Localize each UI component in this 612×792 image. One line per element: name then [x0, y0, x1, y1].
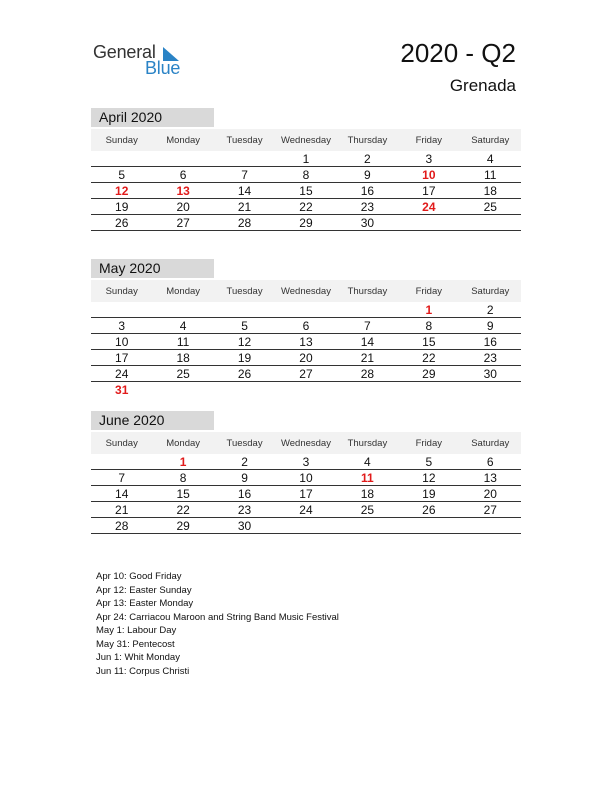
day-cell: 9: [364, 167, 371, 182]
day-cell: 21: [237, 199, 252, 214]
weekday-label: Monday: [166, 134, 201, 146]
day-cell: 11: [176, 334, 190, 349]
logo-text-general: General: [93, 42, 156, 62]
weekday-label: Thursday: [347, 437, 388, 449]
week-row: [91, 183, 521, 199]
weekday-label: Tuesday: [226, 134, 263, 146]
month-block: [91, 108, 521, 231]
week-row: [91, 454, 521, 470]
day-cell: 29: [176, 518, 190, 533]
holiday-entry: May 1: Labour Day: [96, 625, 177, 636]
day-cell: 23: [237, 502, 252, 517]
day-cell: 1: [425, 302, 433, 317]
day-cell: 28: [115, 518, 129, 533]
day-cell: 20: [483, 486, 497, 501]
day-cell: 25: [176, 366, 190, 381]
day-cell: 15: [299, 183, 313, 198]
day-cell: 1: [302, 151, 310, 166]
day-cell: 18: [176, 350, 190, 365]
day-cell: 23: [360, 199, 375, 214]
weekday-label: Tuesday: [226, 285, 263, 297]
day-cell: 31: [115, 383, 129, 397]
day-cell: 8: [425, 318, 433, 333]
day-cell: 11: [361, 470, 374, 485]
weekday-label: Friday: [415, 437, 443, 449]
weekday-label: Monday: [166, 437, 201, 449]
day-cell: 2: [241, 454, 248, 469]
day-cell: 14: [360, 334, 375, 349]
day-cell: 25: [360, 502, 375, 517]
week-row: [91, 318, 521, 334]
month-block: [91, 259, 521, 398]
weekday-label: Wednesday: [280, 134, 331, 146]
week-row: [91, 502, 521, 518]
day-cell: 8: [179, 470, 187, 485]
weekday-label: Friday: [415, 134, 443, 146]
day-cell: 21: [360, 350, 375, 365]
week-row: [91, 302, 521, 318]
day-cell: 2: [364, 151, 371, 166]
day-cell: 17: [299, 486, 313, 501]
logo-text-blue: Blue: [145, 58, 181, 78]
day-cell: 4: [179, 318, 187, 333]
month-title: May 2020: [91, 259, 214, 278]
day-cell: 13: [299, 334, 313, 349]
day-cell: 27: [176, 215, 190, 230]
week-row: [91, 382, 521, 398]
day-cell: 16: [237, 486, 252, 501]
day-cell: 1: [179, 454, 187, 469]
day-cell: 22: [422, 350, 436, 365]
day-cell: 6: [486, 454, 494, 469]
day-cell: 10: [299, 470, 313, 485]
day-cell: 26: [237, 366, 252, 381]
day-cell: 27: [483, 502, 497, 517]
day-cell: 18: [483, 183, 497, 198]
day-cell: 7: [241, 167, 248, 182]
day-cell: 23: [483, 350, 497, 365]
weekday-label: Monday: [166, 285, 201, 297]
day-cell: 6: [179, 167, 187, 182]
day-cell: 18: [360, 486, 375, 501]
week-row: [91, 486, 521, 502]
day-cell: 16: [483, 334, 497, 349]
day-cell: 21: [115, 502, 129, 517]
day-cell: 19: [422, 486, 436, 501]
day-cell: 20: [176, 199, 190, 214]
day-cell: 14: [115, 486, 129, 501]
page-title: 2020 - Q2: [400, 38, 516, 68]
day-cell: 17: [115, 350, 129, 365]
day-cell: 3: [425, 151, 433, 166]
weekday-label: Tuesday: [226, 437, 263, 449]
day-cell: 6: [302, 318, 310, 333]
day-cell: 4: [364, 454, 371, 469]
day-cell: 5: [425, 454, 433, 469]
weekday-label: Wednesday: [280, 285, 331, 297]
day-cell: 11: [484, 167, 497, 182]
week-row: [91, 518, 521, 534]
day-cell: 26: [422, 502, 436, 517]
day-cell: 24: [422, 199, 436, 214]
day-cell: 10: [422, 167, 436, 182]
day-cell: 7: [364, 318, 371, 333]
holiday-list: [96, 570, 339, 678]
day-cell: 14: [237, 183, 252, 198]
day-cell: 2: [486, 302, 494, 317]
week-row: [91, 199, 521, 215]
day-cell: 5: [118, 167, 126, 182]
weekday-label: Sunday: [105, 285, 138, 297]
week-row: [91, 366, 521, 382]
holiday-entry: Apr 10: Good Friday: [96, 571, 182, 582]
day-cell: 30: [360, 215, 375, 230]
day-cell: 4: [486, 151, 494, 166]
day-cell: 20: [299, 350, 313, 365]
day-cell: 9: [241, 470, 248, 485]
country-name: Grenada: [449, 76, 516, 95]
day-cell: 5: [241, 318, 248, 333]
week-row: [91, 334, 521, 350]
day-cell: 28: [237, 215, 252, 230]
month-title: June 2020: [91, 411, 214, 430]
weekday-label: Friday: [415, 285, 443, 297]
day-cell: 16: [360, 183, 375, 198]
weekday-label: Saturday: [471, 134, 510, 146]
day-cell: 30: [237, 518, 252, 533]
day-cell: 12: [115, 183, 129, 198]
holiday-entry: May 31: Pentecost: [96, 638, 175, 650]
day-cell: 29: [422, 366, 436, 381]
day-cell: 13: [176, 183, 190, 198]
day-cell: 3: [302, 454, 310, 469]
day-cell: 19: [115, 199, 129, 214]
day-cell: 17: [422, 183, 436, 198]
day-cell: 7: [118, 470, 126, 485]
weekday-header-row: [91, 280, 521, 302]
day-cell: 12: [422, 470, 436, 485]
day-cell: 24: [115, 366, 129, 381]
week-row: [91, 151, 521, 167]
weekday-label: Sunday: [105, 134, 138, 146]
holiday-entry: Apr 12: Easter Sunday: [96, 584, 192, 596]
holiday-entry: Apr 24: Carriacou Maroon and String Band Music Festival: [96, 611, 339, 623]
holiday-entry: Jun 1: Whit Monday: [96, 652, 180, 663]
weekday-label: Sunday: [105, 437, 138, 449]
day-cell: 30: [483, 366, 497, 381]
day-cell: 22: [299, 199, 313, 214]
logo: [93, 42, 193, 82]
day-cell: 25: [483, 199, 497, 214]
holiday-entry: Apr 13: Easter Monday: [96, 598, 194, 609]
weekday-label: Thursday: [347, 134, 388, 146]
day-cell: 19: [237, 350, 252, 365]
week-row: [91, 167, 521, 183]
day-cell: 10: [115, 334, 129, 349]
holiday-entry: Jun 11: Corpus Christi: [96, 665, 190, 677]
month-block: [91, 411, 521, 534]
weekday-label: Saturday: [471, 285, 510, 297]
day-cell: 28: [360, 366, 375, 381]
day-cell: 15: [176, 486, 190, 501]
day-cell: 13: [483, 470, 497, 485]
weekday-label: Saturday: [471, 437, 510, 449]
day-cell: 3: [118, 318, 126, 333]
weekday-header-row: [91, 129, 521, 151]
day-cell: 15: [422, 334, 436, 349]
day-cell: 24: [299, 502, 313, 517]
day-cell: 29: [299, 215, 313, 230]
day-cell: 22: [176, 502, 190, 517]
week-row: [91, 215, 521, 231]
day-cell: 8: [302, 167, 310, 182]
day-cell: 12: [237, 334, 252, 349]
day-cell: 9: [486, 318, 494, 333]
weekday-label: Thursday: [347, 285, 388, 297]
week-row: [91, 470, 521, 486]
day-cell: 26: [115, 215, 129, 230]
weekday-header-row: [91, 432, 521, 454]
week-row: [91, 350, 521, 366]
month-title: April 2020: [91, 108, 214, 127]
weekday-label: Wednesday: [280, 437, 331, 449]
day-cell: 27: [299, 366, 313, 381]
